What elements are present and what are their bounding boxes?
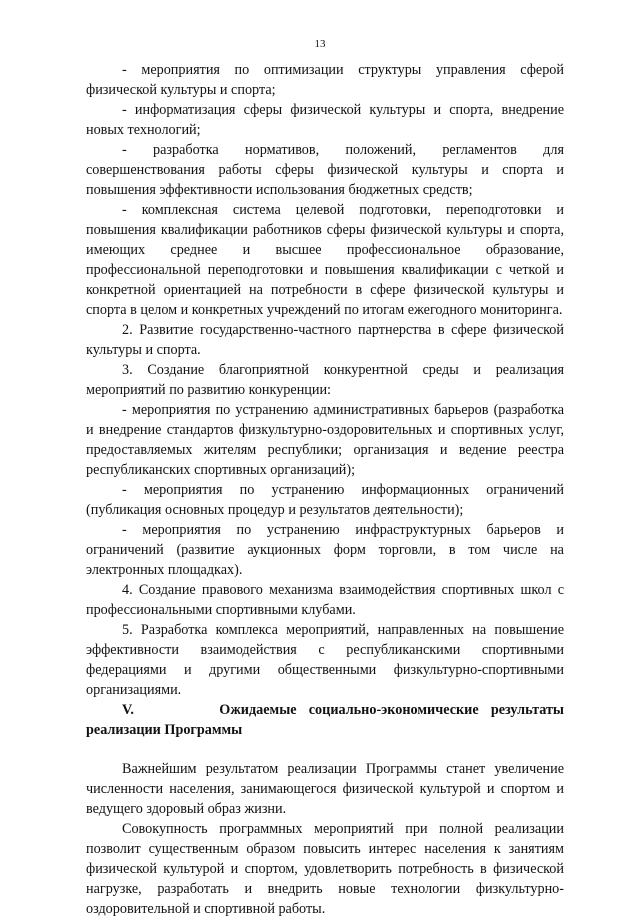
paragraph: - разработка нормативов, положений, регламентов для совершенствования работы сферы физической культуры и спорта и повышения эффективности использования бюджетных средств; [86,142,564,198]
section-number: V. [122,702,134,718]
paragraph: Важнейшим результатом реализации Программы станет увеличение численности населения, занимающегося физической культурой и спортом и ведущего здоровый образ жизни. [86,761,564,817]
paragraph: Совокупность программных мероприятий при полной реализации позволит существенным образом повысить интерес населения к занятиям физической культурой и спортом, удовлетворить потребность в физической нагрузке, разработать и внедрить новые технологии физкультурно-оздоровительной и спортивной работы. [86,821,564,917]
page-number: 13 [314,38,326,50]
paragraph: 3. Создание благоприятной конкурентной среды и реализация мероприятий по развитию конкуренции: [86,362,564,398]
paragraph: 4. Создание правового механизма взаимодействия спортивных школ с профессиональными спортивными клубами. [86,582,564,618]
paragraph: 5. Разработка комплекса мероприятий, направленных на повышение эффективности взаимодействия с республиканскими спортивными федерациями и другими общественными физкультурно-спортивными организациями. [86,622,564,698]
heading-spacer [86,740,564,759]
paragraph: - мероприятия по устранению информационных ограничений (публикация основных процедур и результатов деятельности); [86,482,564,518]
section-heading [86,700,564,740]
paragraph: - мероприятия по устранению инфраструктурных барьеров и ограничений (развитие аукционных форм торговли, в том числе на электронных площадках). [86,522,564,578]
paragraph: 2. Развитие государственно-частного партнерства в сфере физической культуры и спорта. [86,322,564,358]
paragraph: - мероприятия по устранению административных барьеров (разработка и внедрение стандартов физкультурно-оздоровительных и спортивных услуг, предоставляемых жителям республики; организация и ведение реестра республиканских спортивных организаций); [86,402,564,478]
paragraph: - комплексная система целевой подготовки, переподготовки и повышения квалификации работников сферы физической культуры и спорта, имеющих среднее и высшее профессиональное образование, профессиональной переподготовки и повышения квалификации с четкой и конкретной ориентацией на потребности в сфере физической культуры и спорта в целом и конкретных учреждений по итогам ежегодного мониторинга. [86,202,564,318]
paragraph: - мероприятия по оптимизации структуры управления сферой физической культуры и спорта; [86,62,564,98]
paragraph: - информатизация сферы физической культуры и спорта, внедрение новых технологий; [86,102,564,138]
body-text [86,60,564,919]
section-title: Ожидаемые социально-экономические результаты реализации Программы [86,702,564,738]
